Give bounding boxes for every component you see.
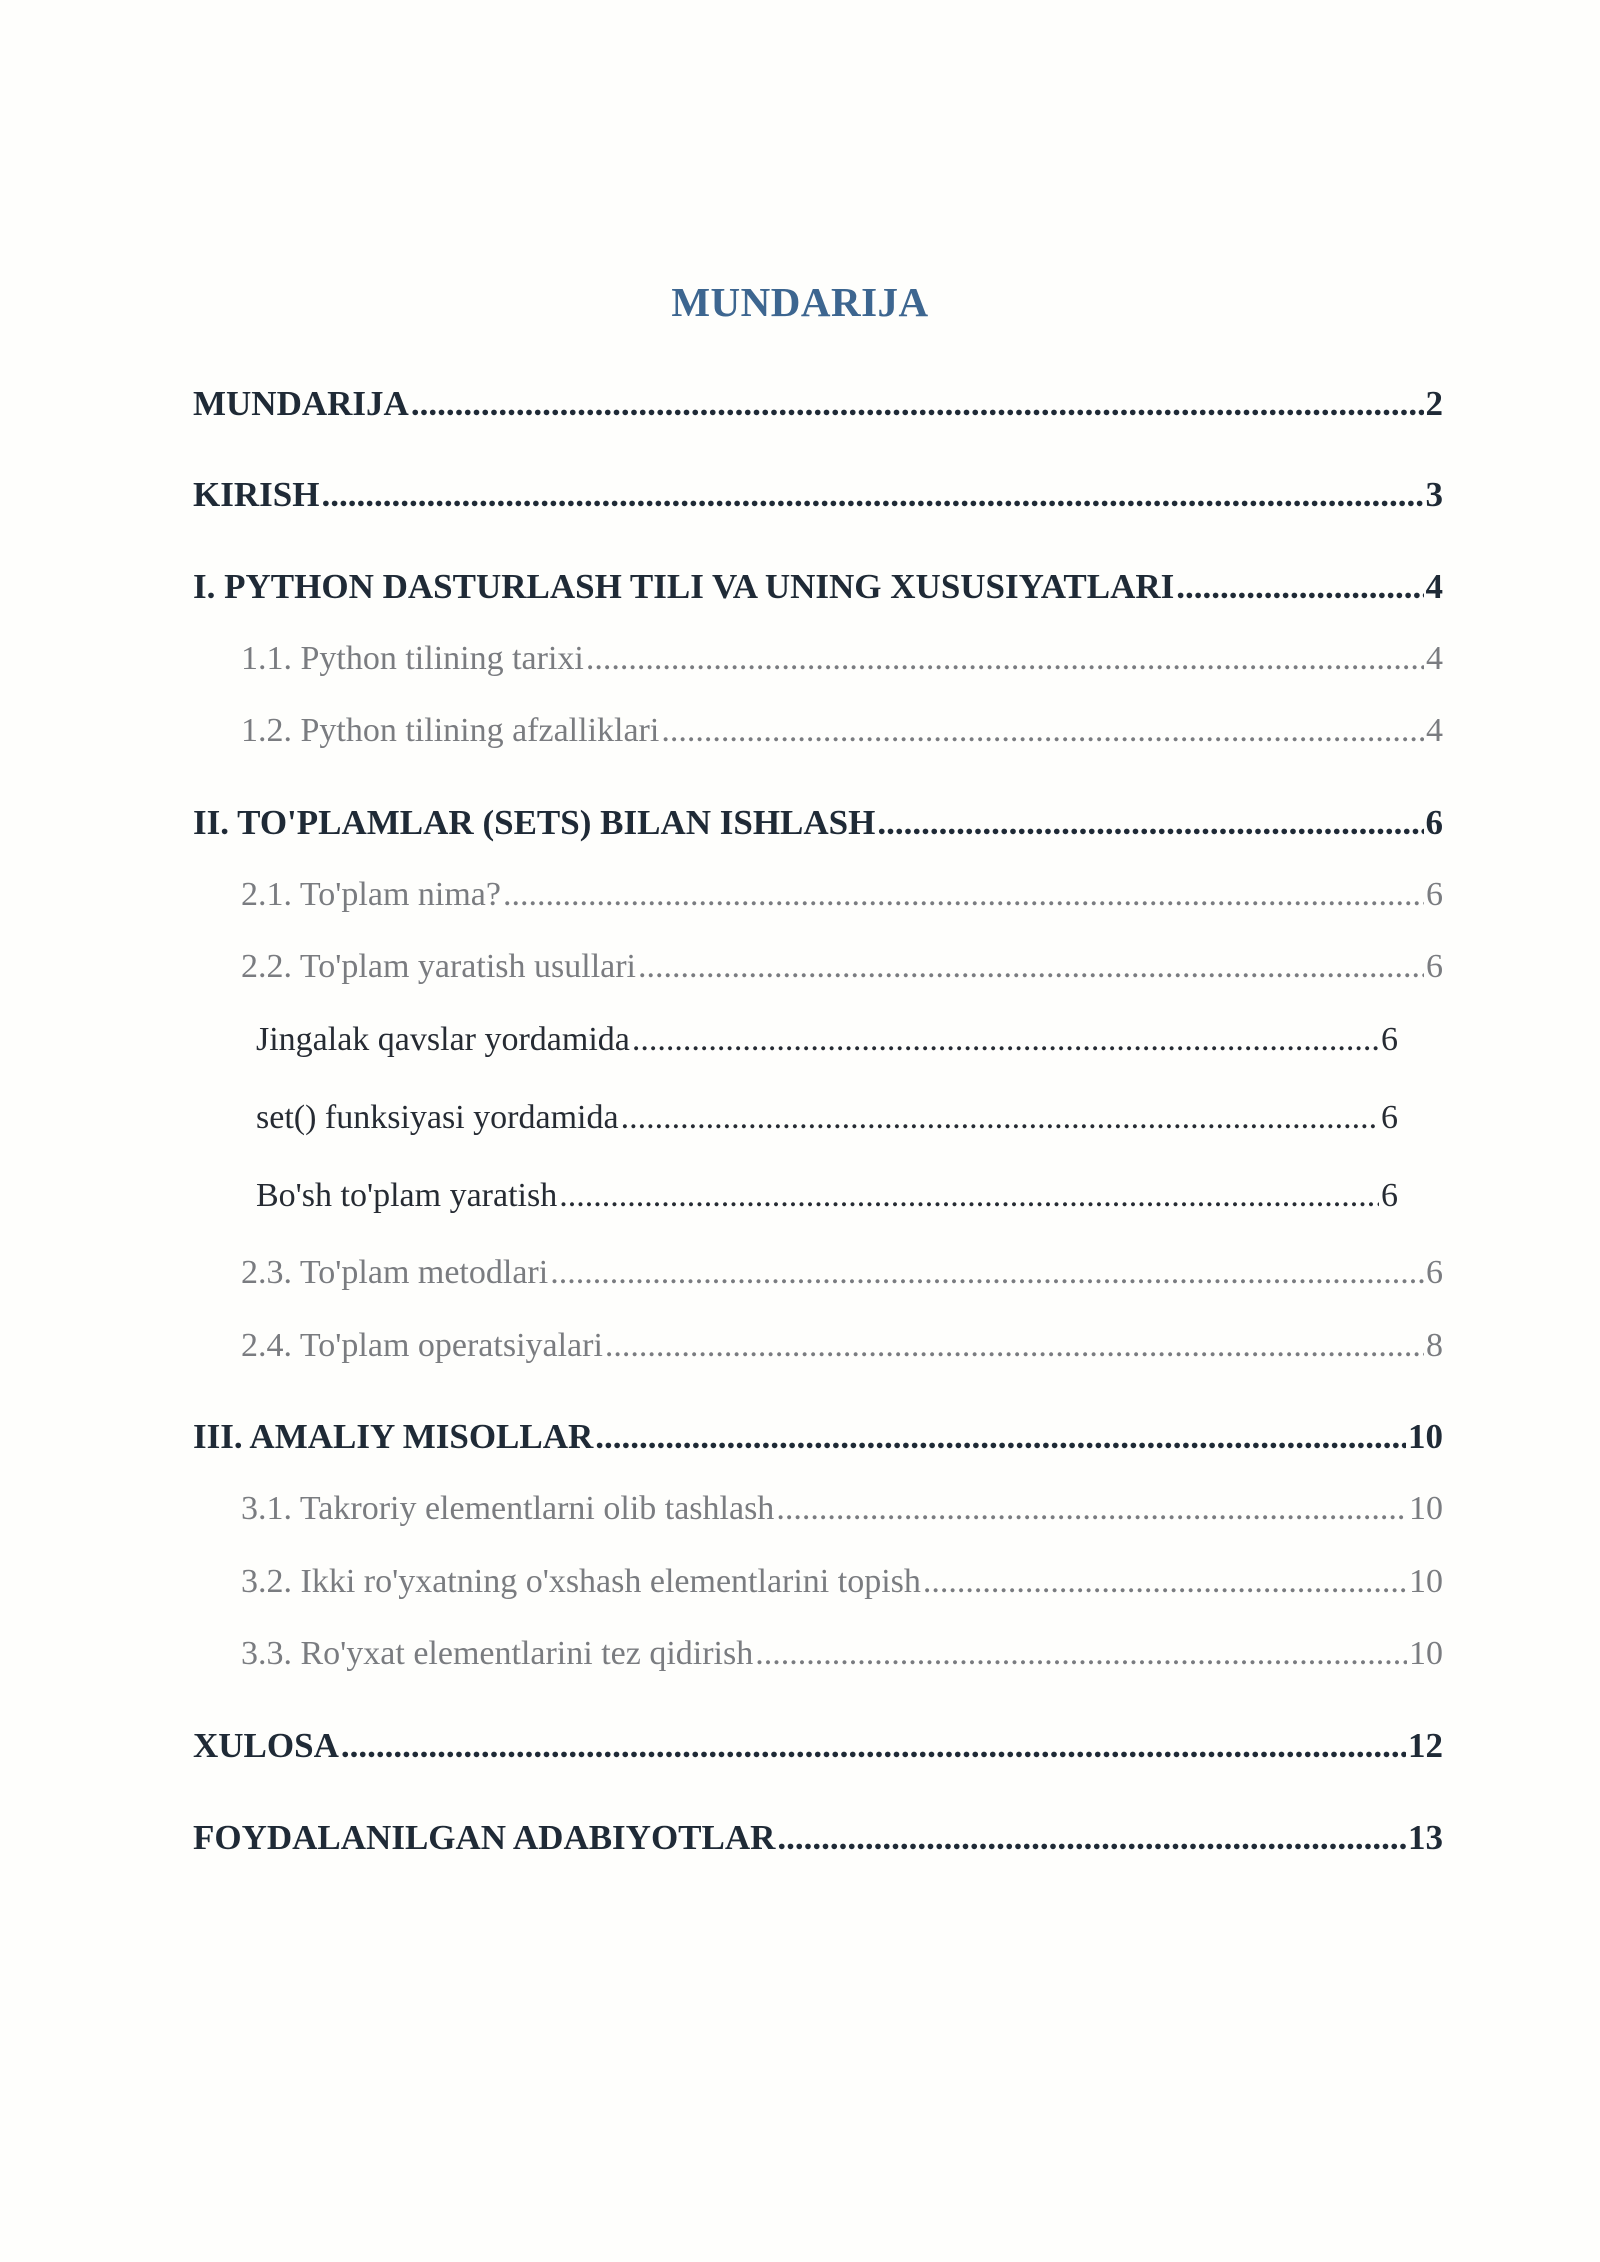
toc-entry-label: MUNDARIJA bbox=[193, 384, 409, 423]
toc-entry[interactable] bbox=[193, 803, 1443, 843]
toc-dot-leader bbox=[776, 1490, 1407, 1528]
toc-entry-label: 1.1. Python tilining tarixi bbox=[241, 640, 584, 677]
toc-subentry[interactable] bbox=[241, 1635, 1443, 1673]
toc-entry[interactable] bbox=[193, 567, 1443, 607]
toc-dot-leader bbox=[605, 1327, 1424, 1365]
toc-entry-page: 8 bbox=[1426, 1327, 1443, 1364]
toc-entry-label: Bo'sh to'plam yaratish bbox=[256, 1177, 558, 1214]
toc-entry-page: 4 bbox=[1426, 712, 1443, 749]
toc-subsubentry[interactable] bbox=[256, 1177, 1398, 1215]
toc-entry-label: III. AMALIY MISOLLAR bbox=[193, 1417, 594, 1456]
toc-entry-label: 3.2. Ikki ro'yxatning o'xshash elementlarini topish bbox=[241, 1563, 921, 1600]
toc-entry-page: 6 bbox=[1426, 948, 1443, 985]
toc-dot-leader bbox=[595, 1417, 1406, 1457]
toc-dot-leader bbox=[341, 1726, 1406, 1766]
toc-entry-label: FOYDALANILGAN ADABIYOTLAR bbox=[193, 1818, 776, 1857]
toc-entry-page: 6 bbox=[1426, 876, 1443, 913]
page-title: MUNDARIJA bbox=[671, 279, 929, 325]
toc-subsubentry[interactable] bbox=[256, 1099, 1398, 1137]
toc-dot-leader bbox=[661, 712, 1424, 750]
toc-entry-page: 6 bbox=[1426, 1254, 1443, 1291]
toc-entry-page: 12 bbox=[1408, 1726, 1443, 1765]
toc-entry-page: 3 bbox=[1425, 475, 1443, 514]
toc-dot-leader bbox=[503, 876, 1424, 914]
toc-dot-leader bbox=[632, 1021, 1379, 1059]
toc-entry-label: set() funksiyasi yordamida bbox=[256, 1099, 619, 1136]
toc-subentry[interactable] bbox=[241, 712, 1443, 750]
toc-dot-leader bbox=[621, 1099, 1379, 1137]
toc-entry-label: I. PYTHON DASTURLASH TILI VA UNING XUSUSIYATLARI bbox=[193, 567, 1175, 606]
toc-dot-leader bbox=[877, 803, 1423, 843]
toc-subsubentry[interactable] bbox=[256, 1021, 1398, 1059]
toc-entry-page: 6 bbox=[1425, 803, 1443, 842]
toc-entry-label: 2.3. To'plam metodlari bbox=[241, 1254, 549, 1291]
toc-dot-leader bbox=[755, 1635, 1407, 1673]
toc-entry-label: 1.2. Python tilining afzalliklari bbox=[241, 712, 660, 749]
toc-entry-page: 4 bbox=[1425, 567, 1443, 606]
toc-dot-leader bbox=[559, 1177, 1379, 1215]
toc-subentry[interactable] bbox=[241, 876, 1443, 914]
toc-entry-page: 6 bbox=[1381, 1099, 1398, 1136]
toc-dot-leader bbox=[638, 948, 1424, 986]
toc-entry-page: 6 bbox=[1381, 1021, 1398, 1058]
toc-entry-page: 10 bbox=[1409, 1490, 1443, 1527]
toc-entry[interactable] bbox=[193, 1818, 1443, 1858]
toc-entry-page: 10 bbox=[1409, 1635, 1443, 1672]
toc-entry-label: II. TO'PLAMLAR (SETS) BILAN ISHLASH bbox=[193, 803, 876, 842]
toc-subentry[interactable] bbox=[241, 1327, 1443, 1365]
toc-subentry[interactable] bbox=[241, 1563, 1443, 1601]
toc-dot-leader bbox=[777, 1818, 1406, 1858]
toc-subentry[interactable] bbox=[241, 948, 1443, 986]
toc-entry-page: 10 bbox=[1409, 1563, 1443, 1600]
toc-entry-label: 2.1. To'plam nima? bbox=[241, 876, 501, 913]
toc-dot-leader bbox=[411, 384, 1424, 424]
toc-dot-leader bbox=[321, 475, 1423, 515]
toc-entry-label: 3.3. Ro'yxat elementlarini tez qidirish bbox=[241, 1635, 754, 1672]
toc-entry[interactable] bbox=[193, 1726, 1443, 1766]
toc-entry-page: 13 bbox=[1408, 1818, 1443, 1857]
toc-dot-leader bbox=[923, 1563, 1407, 1601]
toc-entry-label: XULOSA bbox=[193, 1726, 339, 1765]
toc-dot-leader bbox=[586, 640, 1424, 678]
toc-entry[interactable] bbox=[193, 1417, 1443, 1457]
toc-subentry[interactable] bbox=[241, 1254, 1443, 1292]
toc-entry-label: KIRISH bbox=[193, 475, 320, 514]
toc-entry-page: 10 bbox=[1408, 1417, 1443, 1456]
toc-entry-page: 4 bbox=[1426, 640, 1443, 677]
toc-entry[interactable] bbox=[193, 384, 1443, 424]
toc-subentry[interactable] bbox=[241, 1490, 1443, 1528]
toc-dot-leader bbox=[1176, 567, 1423, 607]
toc-entry-label: Jingalak qavslar yordamida bbox=[256, 1021, 630, 1058]
toc-dot-leader bbox=[550, 1254, 1424, 1292]
toc-entry-label: 2.2. To'plam yaratish usullari bbox=[241, 948, 637, 985]
toc-entry-page: 6 bbox=[1381, 1177, 1398, 1214]
toc-subentry[interactable] bbox=[241, 640, 1443, 678]
toc-entry-page: 2 bbox=[1425, 384, 1443, 423]
toc-entry[interactable] bbox=[193, 475, 1443, 515]
toc-entry-label: 3.1. Takroriy elementlarni olib tashlash bbox=[241, 1490, 775, 1527]
toc-entry-label: 2.4. To'plam operatsiyalari bbox=[241, 1327, 603, 1364]
